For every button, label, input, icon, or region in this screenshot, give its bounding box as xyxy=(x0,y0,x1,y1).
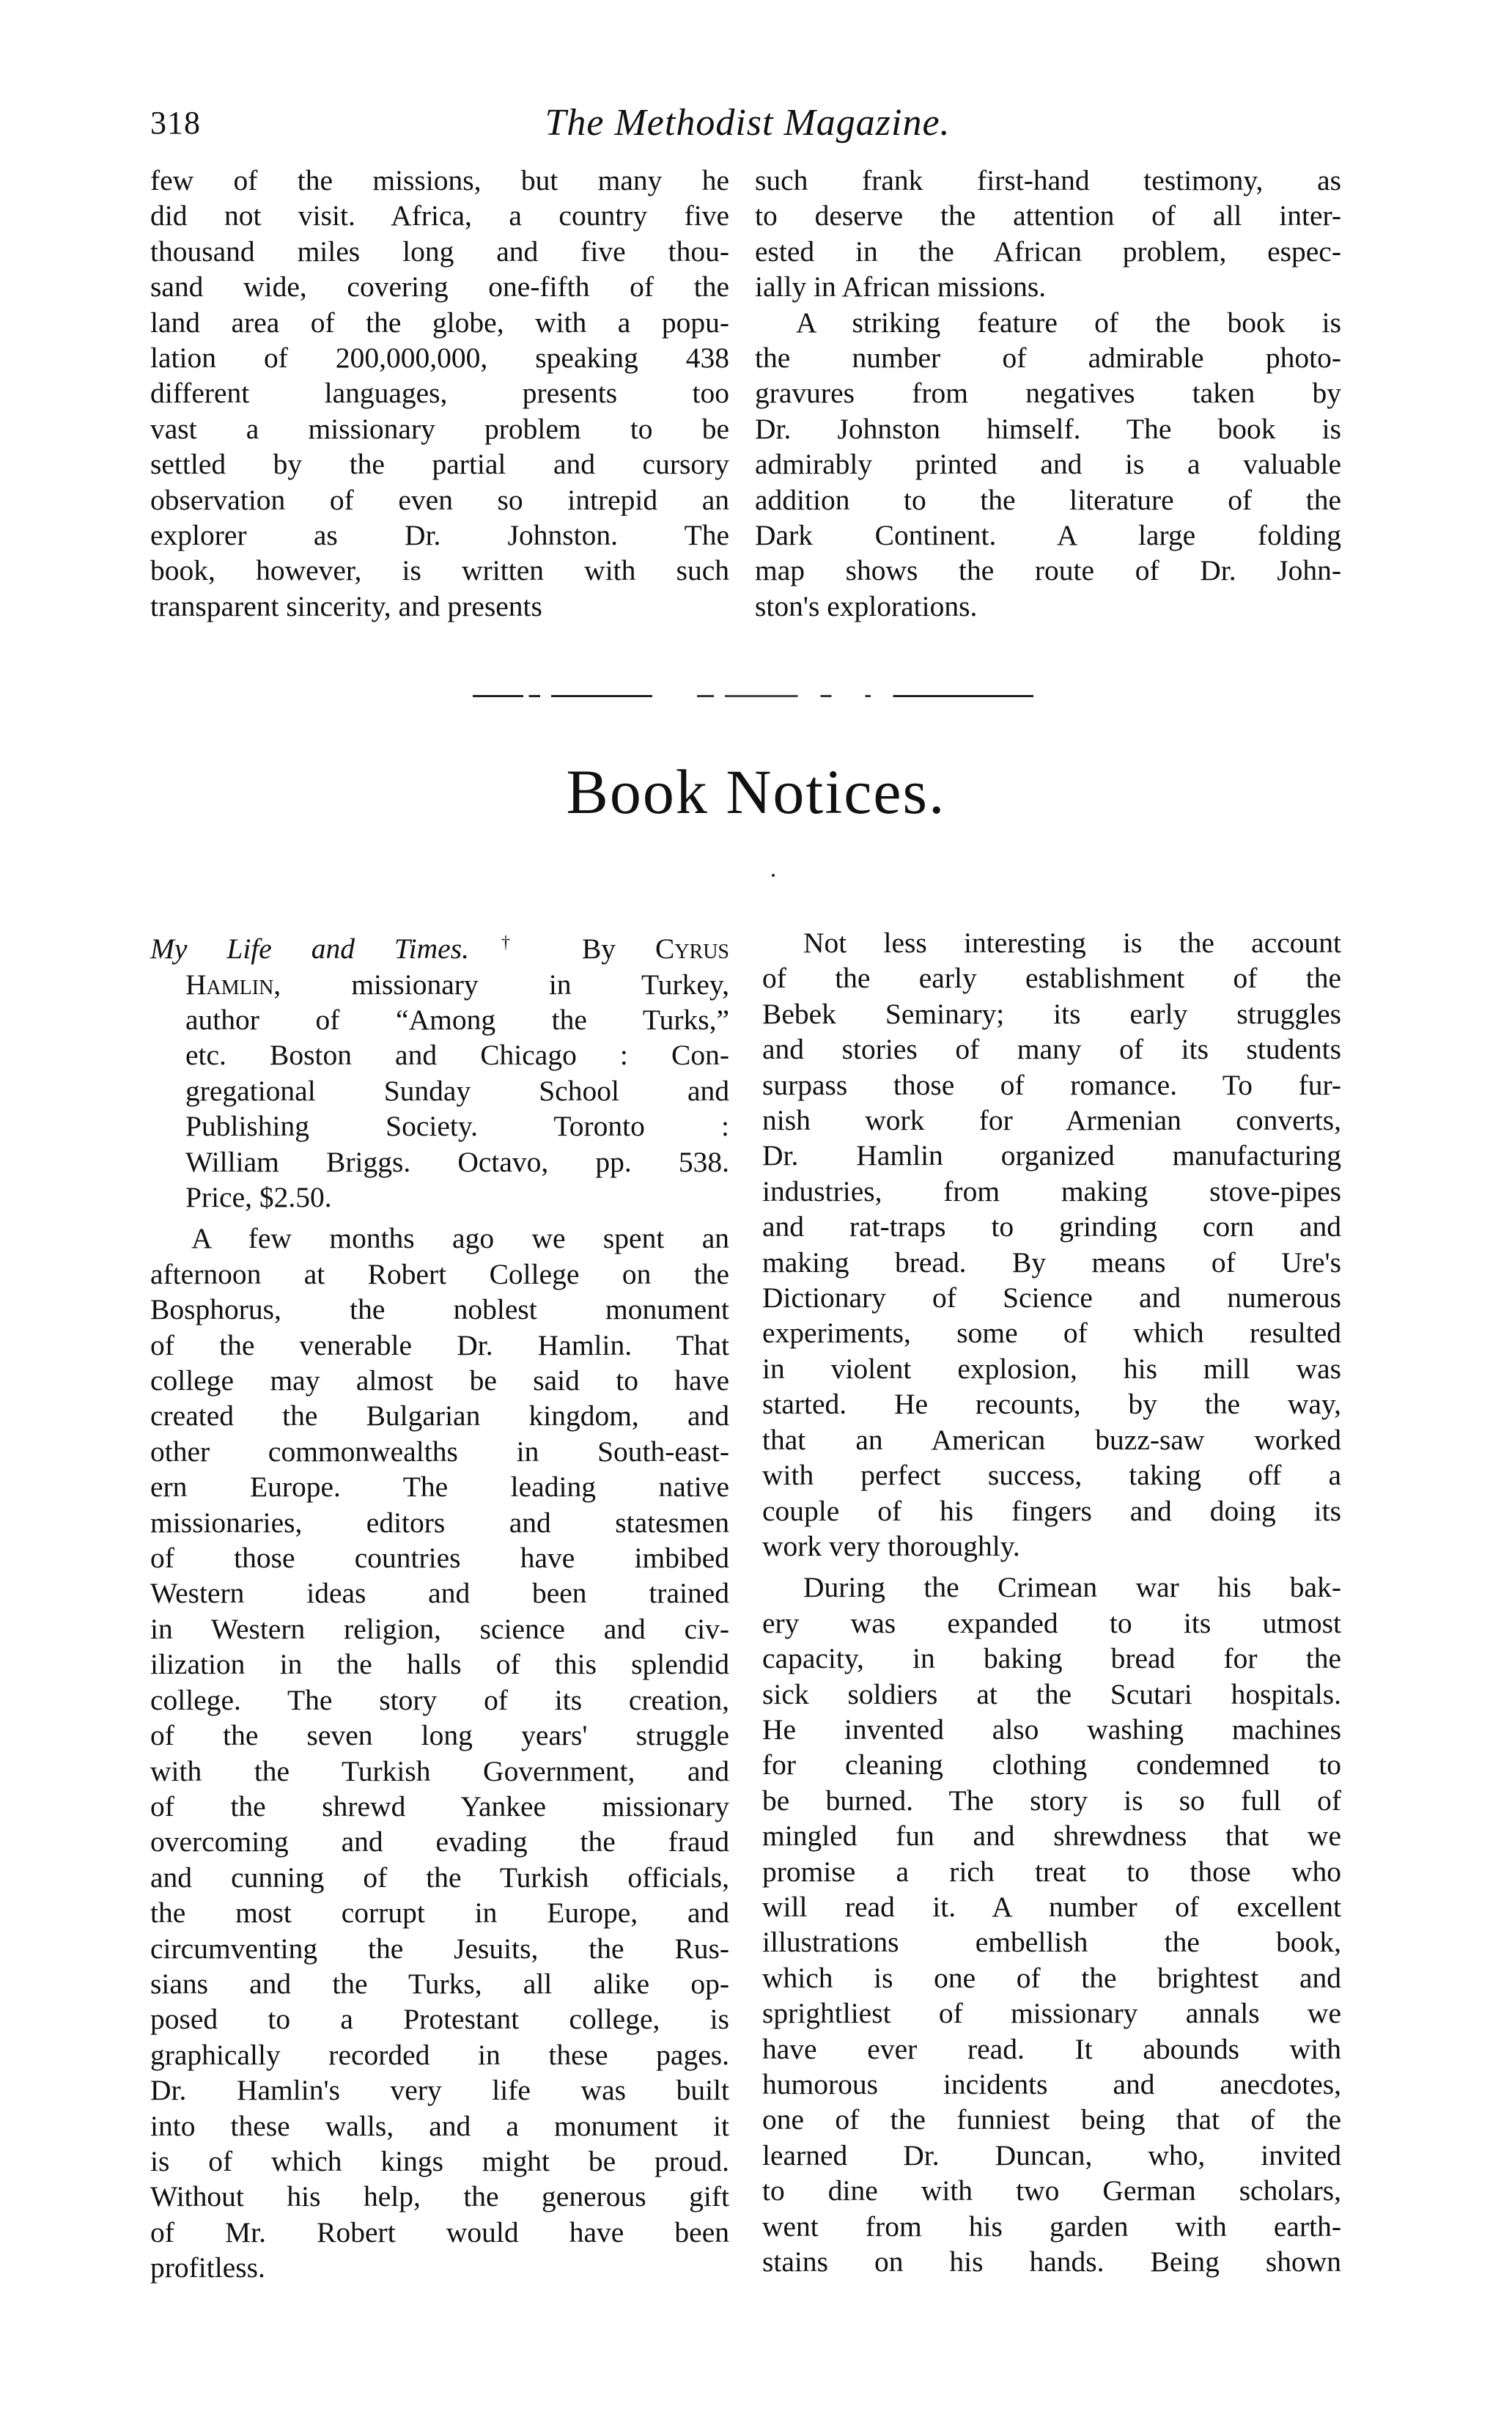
text-line: is of which kings might be proud. xyxy=(150,2144,729,2177)
text-line: industries, from making stove-pipes xyxy=(762,1174,1341,1207)
text-line: surpass those of romance. To fur- xyxy=(762,1068,1341,1101)
text-line: to deserve the attention of all inter- xyxy=(755,199,1341,232)
text-line: other commonwealths in South-east- xyxy=(150,1435,729,1468)
text-line: addition to the literature of the xyxy=(755,483,1341,516)
text-line: of the shrewd Yankee missionary xyxy=(150,1790,729,1823)
text-line: profitless. xyxy=(150,2251,265,2284)
text-line: of the venerable Dr. Hamlin. That xyxy=(150,1328,729,1361)
text-line: He invented also washing machines xyxy=(762,1713,1341,1746)
text-line: ern Europe. The leading native xyxy=(150,1471,729,1504)
text-line: sand wide, covering one-fifth of the xyxy=(150,271,729,304)
text-line: lation of 200,000,000, speaking 438 xyxy=(150,342,729,375)
text-line: Bosphorus, the noblest monument xyxy=(150,1293,729,1326)
text-line: did not visit. Africa, a country five xyxy=(150,199,729,232)
text-line: such frank first-hand testimony, as xyxy=(755,164,1341,196)
text-line: few of the missions, but many he xyxy=(150,164,729,196)
text-line: of the early establishment of the xyxy=(762,962,1341,995)
text-line: to dine with two German scholars, xyxy=(762,2174,1341,2207)
page-number: 318 xyxy=(150,105,201,141)
text-line: A few months ago we spent an xyxy=(191,1222,729,1255)
text-line: one of the funniest being that of the xyxy=(762,2103,1341,2136)
text-line: for cleaning clothing condemned to xyxy=(762,1748,1341,1781)
text-line: ston's explorations. xyxy=(755,589,978,622)
text-line: Publishing Society. Toronto : xyxy=(185,1110,729,1143)
text-line: and stories of many of its students xyxy=(762,1033,1341,1066)
text-line: graphically recorded in these pages. xyxy=(150,2038,729,2071)
top-left-column xyxy=(150,163,729,624)
text-line: started. He recounts, by the way, xyxy=(762,1388,1341,1421)
text-line: author of “Among the Turks,” xyxy=(185,1003,729,1036)
text-line: making bread. By means of Ure's xyxy=(762,1246,1341,1279)
text-line: ilization in the halls of this splendid xyxy=(150,1648,729,1681)
top-right-column xyxy=(755,163,1341,624)
text-line: went from his garden with earth- xyxy=(762,2210,1341,2243)
text-line: sick soldiers at the Scutari hospitals. xyxy=(762,1677,1341,1710)
text-line: created the Bulgarian kingdom, and xyxy=(150,1400,729,1432)
text-line: book, however, is written with such xyxy=(150,554,729,587)
paragraph xyxy=(762,1570,1341,2279)
text-line: William Briggs. Octavo, pp. 538. xyxy=(185,1145,729,1178)
text-line: Dr. Hamlin's very life was built xyxy=(150,2074,729,2107)
paragraph xyxy=(755,163,1341,305)
citation-continuation xyxy=(150,967,729,1215)
text-line: vast a missionary problem to be xyxy=(150,412,729,445)
text-line: ested in the African problem, espec- xyxy=(755,235,1341,268)
text-line: Bebek Seminary; its early struggles xyxy=(762,997,1341,1030)
citation-line-1 xyxy=(150,925,729,967)
author-first-name: Cyrus xyxy=(654,933,730,966)
text-line: transparent sincerity, and presents xyxy=(150,589,542,622)
text-line: of Mr. Robert would have been xyxy=(150,2215,729,2248)
text-line: mingled fun and shrewdness that we xyxy=(762,1820,1341,1853)
citation-text: , missionary in Turkey, xyxy=(273,968,729,1001)
text-line: sprightliest of missionary annals we xyxy=(762,1997,1341,2030)
text-line: settled by the partial and cursory xyxy=(150,448,729,481)
running-head xyxy=(150,94,1345,152)
spacer xyxy=(150,1215,729,1221)
section-divider-rule xyxy=(473,695,1033,697)
book-notice-left-column xyxy=(150,925,729,2286)
text-line: ially in African missions. xyxy=(755,271,1047,304)
text-line: observation of even so intrepid an xyxy=(150,483,729,516)
text-line: land area of the globe, with a popu- xyxy=(150,306,729,339)
by-label: By xyxy=(542,933,655,966)
book-title: My Life and Times. xyxy=(150,933,469,966)
text-line: the number of admirable photo- xyxy=(755,342,1341,375)
paragraph xyxy=(762,925,1341,1564)
paragraph xyxy=(150,163,729,624)
text-line: Dr. Johnston himself. The book is xyxy=(755,412,1341,445)
author-last-name: Hamlin xyxy=(185,968,274,1001)
text-line: Price, $2.50. xyxy=(185,1181,332,1213)
book-notice-right-column xyxy=(762,925,1341,2279)
text-line: and cunning of the Turkish officials, xyxy=(150,1861,729,1894)
text-line: learned Dr. Duncan, who, invited xyxy=(762,2138,1341,2171)
paragraph xyxy=(755,305,1341,625)
text-line: experiments, some of which resulted xyxy=(762,1317,1341,1350)
text-line: overcoming and evading the fraud xyxy=(150,1825,729,1858)
text-line: sians and the Turks, all alike op- xyxy=(150,1967,729,2000)
text-line: college may almost be said to have xyxy=(150,1364,729,1397)
text-line: promise a rich treat to those who xyxy=(762,1855,1341,1888)
text-line: different languages, presents too xyxy=(150,377,729,410)
text-line: which is one of the brightest and xyxy=(762,1961,1341,1994)
section-heading: Book Notices. xyxy=(566,757,946,827)
text-line: college. The story of its creation, xyxy=(150,1683,729,1716)
text-line: gregational Sunday School and xyxy=(185,1074,729,1107)
text-line: will read it. A number of excellent xyxy=(762,1890,1341,1923)
text-line: admirably printed and is a valuable xyxy=(755,448,1341,481)
text-line: ery was expanded to its utmost xyxy=(762,1606,1341,1639)
text-line: missionaries, editors and statesmen xyxy=(150,1506,729,1539)
text-line: stains on his hands. Being shown xyxy=(762,2246,1341,2279)
text-line: circumventing the Jesuits, the Rus- xyxy=(150,1932,729,1965)
citation-line-2 xyxy=(185,967,729,1002)
text-line: gravures from negatives taken by xyxy=(755,377,1341,410)
text-line: thousand miles long and five thou- xyxy=(150,235,729,268)
text-line: afternoon at Robert College on the xyxy=(150,1257,729,1290)
text-line: and rat-traps to grinding corn and xyxy=(762,1210,1341,1243)
text-line: couple of his fingers and doing its xyxy=(762,1494,1341,1527)
text-line: Without his help, the generous gift xyxy=(150,2180,729,2213)
text-line: be burned. The story is so full of xyxy=(762,1784,1341,1817)
book-citation xyxy=(150,925,729,1215)
paragraph xyxy=(150,1221,729,2285)
text-line: in Western religion, science and civ- xyxy=(150,1612,729,1645)
text-line: capacity, in baking bread for the xyxy=(762,1642,1341,1675)
column-rule-mark xyxy=(772,874,775,877)
spacer xyxy=(762,1564,1341,1570)
text-line: posed to a Protestant college, is xyxy=(150,2003,729,2036)
text-line: humorous incidents and anecdotes, xyxy=(762,2068,1341,2100)
text-line: the most corrupt in Europe, and xyxy=(150,1897,729,1930)
text-line: nish work for Armenian converts, xyxy=(762,1104,1341,1137)
text-line: A striking feature of the book is xyxy=(796,306,1341,339)
footnote-mark: † xyxy=(468,933,543,952)
text-line: have ever read. It abounds with xyxy=(762,2032,1341,2065)
text-line: explorer as Dr. Johnston. The xyxy=(150,519,729,552)
citation-details xyxy=(185,1002,729,1215)
text-line: of the seven long years' struggle xyxy=(150,1719,729,1752)
text-line: Western ideas and been trained xyxy=(150,1577,729,1610)
text-line: of those countries have imbibed xyxy=(150,1542,729,1575)
text-line: Dr. Hamlin organized manufacturing xyxy=(762,1139,1341,1172)
running-title: The Methodist Magazine. xyxy=(545,102,951,144)
text-line: map shows the route of Dr. John- xyxy=(755,554,1341,587)
text-line: illustrations embellish the book, xyxy=(762,1926,1341,1959)
text-line: work very thoroughly. xyxy=(762,1529,1020,1562)
text-line: Dark Continent. A large folding xyxy=(755,519,1341,552)
text-line: etc. Boston and Chicago : Con- xyxy=(185,1039,729,1072)
text-line: Not less interesting is the account xyxy=(803,927,1341,959)
text-line: with the Turkish Government, and xyxy=(150,1754,729,1787)
text-line: with perfect success, taking off a xyxy=(762,1459,1341,1492)
text-line: Dictionary of Science and numerous xyxy=(762,1281,1341,1314)
text-line: that an American buzz-saw worked xyxy=(762,1423,1341,1456)
text-line: During the Crimean war his bak- xyxy=(803,1571,1341,1604)
text-line: in violent explosion, his mill was xyxy=(762,1352,1341,1385)
text-line: into these walls, and a monument it xyxy=(150,2109,729,2142)
